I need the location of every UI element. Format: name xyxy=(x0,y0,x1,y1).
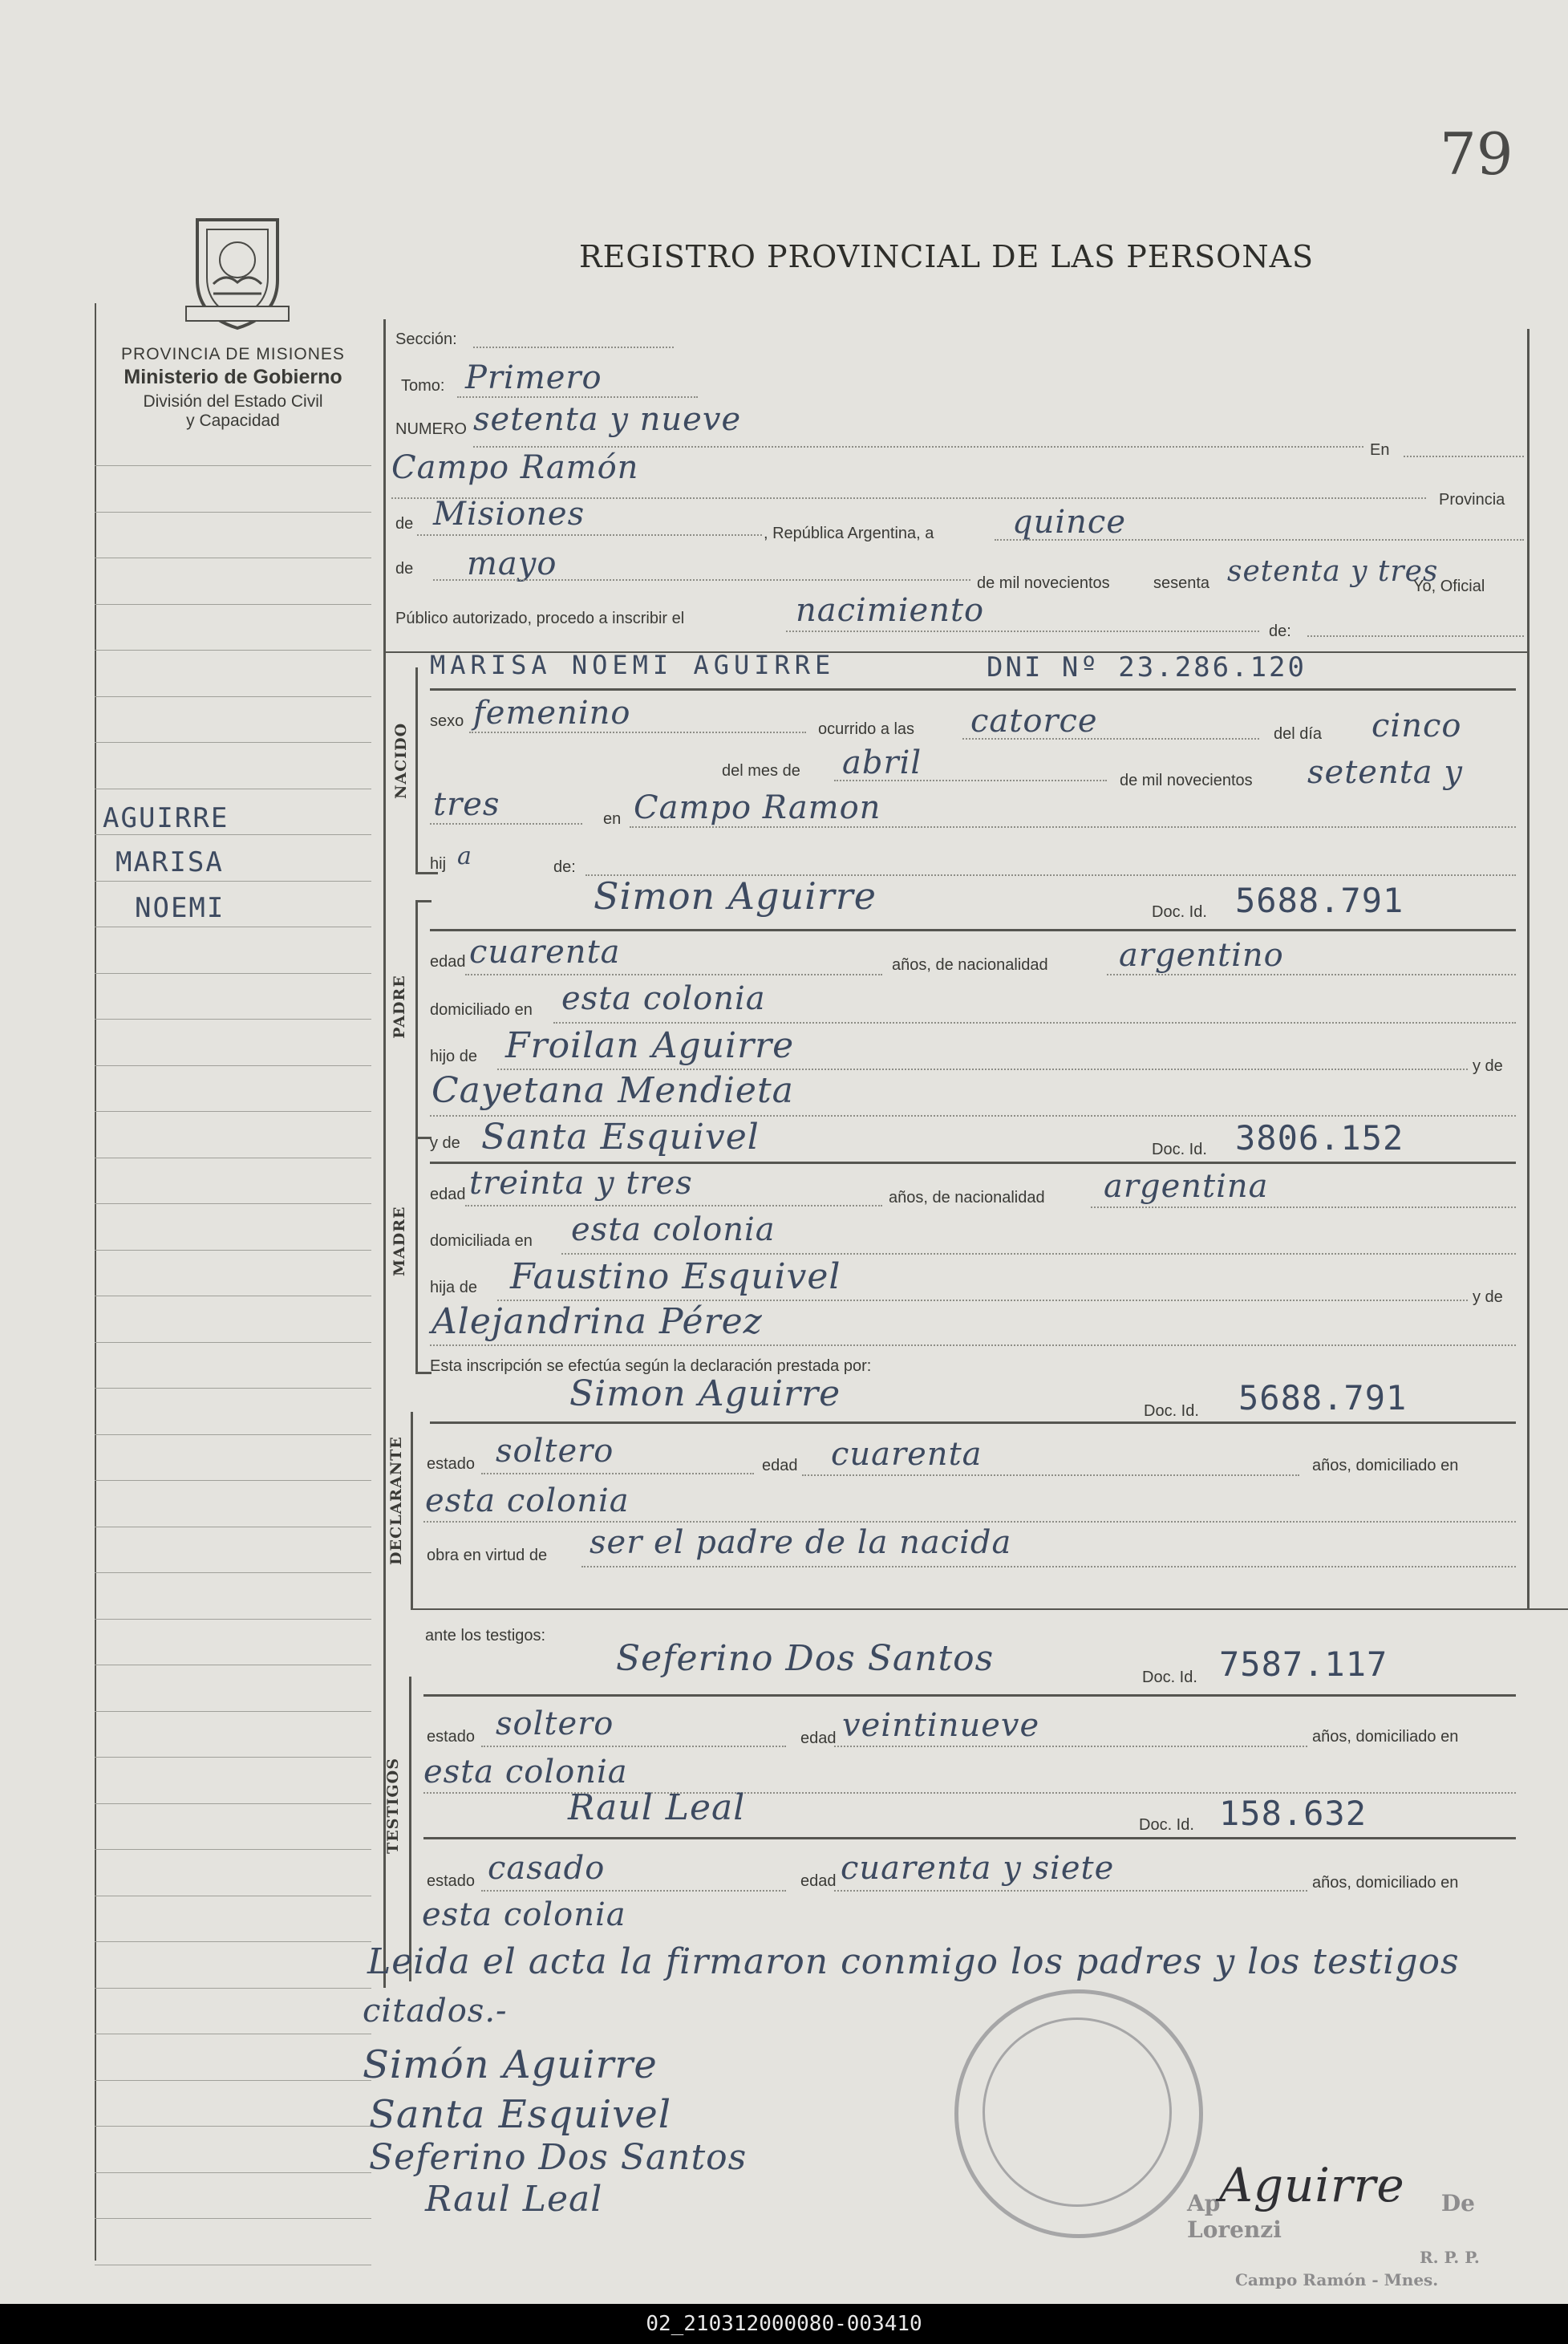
value-madre-hija-de: Faustino Esquivel xyxy=(510,1256,841,1297)
margin-ruled-line xyxy=(95,604,371,605)
label-sexo: sexo xyxy=(430,712,464,730)
value-madre-nombre: Santa Esquivel xyxy=(481,1117,760,1158)
margin-ruled-line xyxy=(95,1757,371,1758)
value-testigo2-edad: cuarenta y siete xyxy=(841,1850,1115,1887)
ministry-header xyxy=(95,345,371,431)
value-padre-madre: Cayetana Mendieta xyxy=(432,1070,794,1111)
label-de-2: de xyxy=(395,560,414,578)
registry-stamp xyxy=(954,1989,1203,2238)
value-provincia: Misiones xyxy=(433,496,585,533)
value-padre-nombre: Simon Aguirre xyxy=(594,874,877,918)
margin-ruled-line xyxy=(95,2172,371,2173)
value-declarante-virtud: ser el padre de la nacida xyxy=(590,1524,1012,1561)
form-left-border xyxy=(383,319,386,1988)
value-testigo2-domicilio: esta colonia xyxy=(422,1896,626,1933)
value-padre-domicilio: esta colonia xyxy=(561,980,766,1017)
label-y-de-padre: y de xyxy=(1473,1057,1503,1075)
label-edad-madre: edad xyxy=(430,1186,466,1203)
margin-ruled-line xyxy=(95,1250,371,1251)
label-domiciliada-madre: domiciliada en xyxy=(430,1232,533,1250)
signature-santa-esquivel: Santa Esquivel xyxy=(369,2092,672,2137)
label-edad-testigo1: edad xyxy=(800,1730,837,1747)
value-madre-nacionalidad: argentina xyxy=(1104,1168,1269,1205)
official-stamp xyxy=(1187,2190,1568,2289)
label-de-colon: de: xyxy=(1269,622,1291,640)
label-de-1: de xyxy=(395,515,414,533)
label-de-mil-novecientos-2: de mil novecientos xyxy=(1120,772,1253,789)
value-testigo2-estado: casado xyxy=(488,1850,606,1887)
margin-ruled-line xyxy=(95,512,371,513)
label-seccion: Sección: xyxy=(395,331,457,348)
label-hijo-de: hijo de xyxy=(430,1048,477,1065)
label-publico: Público autorizado, procedo a inscribir el xyxy=(395,610,685,627)
margin-ruled-line xyxy=(95,2218,371,2219)
label-en: En xyxy=(1370,441,1390,459)
label-republica: , República Argentina, a xyxy=(764,525,934,542)
margin-ruled-line xyxy=(95,1019,371,1020)
label-anos-domiciliado-declarante: años, domiciliado en xyxy=(1312,1457,1459,1474)
signature-seferino-dos-santos: Seferino Dos Santos xyxy=(369,2137,748,2178)
label-obra-virtud: obra en virtud de xyxy=(427,1547,548,1564)
divider-declarante-bottom xyxy=(411,1608,1527,1610)
margin-ruled-line xyxy=(95,465,371,466)
label-domiciliado-padre: domiciliado en xyxy=(430,1001,533,1019)
label-hij: hij xyxy=(430,855,447,873)
margin-note-surname: AGUIRRE xyxy=(103,802,229,834)
section-madre: MADRE xyxy=(391,1206,408,1276)
section-declarante: DECLARANTE xyxy=(387,1436,405,1565)
margin-ruled-line xyxy=(95,1434,371,1435)
signature-simon-aguirre: Simón Aguirre xyxy=(363,2042,658,2087)
value-dia-nacimiento: cinco xyxy=(1371,708,1462,744)
value-testigo1-domicilio: esta colonia xyxy=(423,1754,628,1790)
label-yo-oficial: Yo, Oficial xyxy=(1413,578,1485,595)
value-mes-registro: mayo xyxy=(467,545,557,582)
margin-note-first-name: MARISA xyxy=(115,846,224,878)
province-seal-icon xyxy=(181,204,294,332)
document-title: REGISTRO PROVINCIAL DE LAS PERSONAS xyxy=(579,239,1315,274)
value-testigo1-nombre: Seferino Dos Santos xyxy=(616,1638,995,1679)
value-padre-nacionalidad: argentino xyxy=(1119,937,1284,974)
label-edad-testigo2: edad xyxy=(800,1872,837,1890)
margin-ruled-line xyxy=(95,1849,371,1850)
value-declarante-nombre: Simon Aguirre xyxy=(569,1373,841,1414)
section-nacido: NACIDO xyxy=(392,722,410,799)
label-estado-testigo2: estado xyxy=(427,1872,476,1890)
margin-ruled-line xyxy=(95,1111,371,1112)
label-del-mes: del mes de xyxy=(722,762,800,780)
margin-ruled-line xyxy=(95,1480,371,1481)
value-hora: catorce xyxy=(970,703,1098,740)
value-testigo1-doc: 7587.117 xyxy=(1219,1644,1388,1684)
margin-ruled-line xyxy=(95,2080,371,2081)
margin-ruled-line xyxy=(95,1572,371,1573)
margin-ruled-line xyxy=(95,2126,371,2127)
testigos-bracket xyxy=(409,1677,411,1981)
value-hij-suffix: a xyxy=(457,842,472,870)
label-anos-domiciliado-testigo2: años, domiciliado en xyxy=(1312,1874,1459,1892)
label-provincia: Provincia xyxy=(1439,491,1505,509)
label-y-de-madre-2: y de xyxy=(1473,1288,1503,1306)
value-tomo: Primero xyxy=(465,359,602,396)
value-madre-edad: treinta y tres xyxy=(469,1165,693,1202)
label-doc-declarante: Doc. Id. xyxy=(1144,1402,1199,1420)
page-number: 79 xyxy=(1440,120,1513,188)
section-testigos: TESTIGOS xyxy=(384,1758,402,1854)
value-lugar: Campo Ramón xyxy=(391,449,639,486)
label-ocurrido: ocurrido a las xyxy=(818,720,915,738)
label-doc-testigo2: Doc. Id. xyxy=(1139,1816,1194,1834)
value-testigo2-nombre: Raul Leal xyxy=(568,1787,746,1828)
margin-ruled-line xyxy=(95,834,371,835)
label-ante-testigos: ante los testigos: xyxy=(425,1627,546,1644)
label-de-mil-novecientos: de mil novecientos xyxy=(977,574,1110,592)
official-stamp-line2: De Lorenzi xyxy=(1187,2190,1475,2243)
ministry-name: Ministerio de Gobierno xyxy=(124,366,342,388)
margin-ruled-line xyxy=(95,1065,371,1066)
margin-ruled-line xyxy=(95,973,371,974)
value-declarante-edad: cuarenta xyxy=(831,1436,983,1473)
value-lugar-nacimiento: Campo Ramon xyxy=(634,789,881,826)
label-doc-madre: Doc. Id. xyxy=(1152,1141,1207,1158)
label-tomo: Tomo: xyxy=(401,377,445,395)
value-declarante-doc: 5688.791 xyxy=(1238,1378,1408,1417)
label-y-de-madre: y de xyxy=(430,1134,460,1152)
value-madre-domicilio: esta colonia xyxy=(571,1211,776,1248)
value-sexo: femenino xyxy=(473,695,631,732)
margin-ruled-line xyxy=(95,1203,371,1204)
margin-ruled-line xyxy=(95,650,371,651)
margin-ruled-line xyxy=(95,1803,371,1804)
value-testigo1-estado: soltero xyxy=(496,1705,614,1742)
margin-ruled-line xyxy=(95,1619,371,1620)
label-estado-testigo1: estado xyxy=(427,1728,476,1746)
margin-ruled-line xyxy=(95,1711,371,1712)
margin-ruled-line xyxy=(95,881,371,882)
value-padre-doc: 5688.791 xyxy=(1235,881,1404,920)
official-stamp-line1: Ap xyxy=(1187,2190,1221,2216)
value-padre-edad: cuarenta xyxy=(469,934,621,971)
margin-note-middle-name: NOEMI xyxy=(135,892,225,924)
closing-text-line-2: citados.- xyxy=(363,1993,508,2030)
official-stamp-line3: R. P. P. xyxy=(1420,2248,1480,2267)
value-dni: DNI Nº 23.286.120 xyxy=(987,651,1307,683)
label-sesenta: sesenta xyxy=(1153,574,1210,592)
nacido-bracket xyxy=(415,667,418,872)
label-inscripcion: Esta inscripción se efectúa según la declaración prestada por: xyxy=(430,1357,872,1375)
value-declarante-domicilio: esta colonia xyxy=(425,1482,630,1519)
value-madre-madre: Alejandrina Pérez xyxy=(432,1301,763,1342)
margin-ruled-line xyxy=(95,696,371,697)
value-acto: nacimiento xyxy=(796,592,985,629)
margin-ruled-line xyxy=(95,1342,371,1343)
value-testigo1-edad: veintinueve xyxy=(842,1707,1040,1744)
label-nacionalidad-padre: años, de nacionalidad xyxy=(892,956,1048,974)
madre-bracket xyxy=(415,1139,418,1372)
province-name: PROVINCIA DE MISIONES xyxy=(121,345,345,363)
official-stamp-line4: Campo Ramón - Mnes. xyxy=(1235,2270,1439,2289)
official-signature: Aguirre xyxy=(1219,2158,1405,2212)
value-anio-registro: setenta y tres xyxy=(1227,555,1439,588)
declarante-bracket xyxy=(411,1412,413,1608)
value-anio-nacimiento-2: tres xyxy=(433,786,500,823)
value-nombre-nacido: MARISA NOEMI AGUIRRE xyxy=(430,650,836,680)
label-estado-declarante: estado xyxy=(427,1455,476,1473)
value-anio-nacimiento-1: setenta y xyxy=(1307,754,1463,791)
margin-ruled-line xyxy=(95,1388,371,1389)
form-right-border xyxy=(1527,329,1530,1608)
label-nacionalidad-madre: años, de nacionalidad xyxy=(889,1189,1045,1206)
label-doc-testigo1: Doc. Id. xyxy=(1142,1669,1197,1686)
value-testigo2-doc: 158.632 xyxy=(1219,1794,1367,1833)
label-numero: NUMERO xyxy=(395,420,467,438)
value-mes-nacimiento: abril xyxy=(842,744,922,781)
value-numero: setenta y nueve xyxy=(473,401,742,438)
label-de-colon-2: de: xyxy=(553,858,576,876)
value-declarante-estado: soltero xyxy=(496,1433,614,1470)
label-en-lugar: en xyxy=(603,810,622,828)
label-edad-padre: edad xyxy=(430,953,466,971)
label-edad-declarante: edad xyxy=(762,1457,798,1474)
signature-raul-leal: Raul Leal xyxy=(425,2179,603,2220)
value-madre-doc: 3806.152 xyxy=(1235,1118,1404,1158)
padre-bracket xyxy=(415,900,418,1137)
label-doc-padre: Doc. Id. xyxy=(1152,903,1207,921)
label-hija-de: hija de xyxy=(430,1279,477,1296)
margin-ruled-line xyxy=(95,742,371,743)
value-padre-hijo-de: Froilan Aguirre xyxy=(505,1025,795,1066)
section-padre: PADRE xyxy=(391,975,408,1039)
margin-border xyxy=(95,303,96,2261)
label-anos-domiciliado-testigo1: años, domiciliado en xyxy=(1312,1728,1459,1746)
value-dia-registro: quince xyxy=(1012,504,1126,541)
division-name-2: y Capacidad xyxy=(186,412,280,430)
division-name: División del Estado Civil xyxy=(143,392,323,411)
label-del-dia: del día xyxy=(1274,725,1323,743)
margin-ruled-line xyxy=(95,1988,371,1989)
margin-ruled-line xyxy=(95,1941,371,1942)
closing-text-line-1: Leida el acta la firmaron conmigo los padres y los testigos xyxy=(367,1941,1460,1982)
image-id-footer: 02_210312000080-003410 xyxy=(0,2304,1568,2344)
